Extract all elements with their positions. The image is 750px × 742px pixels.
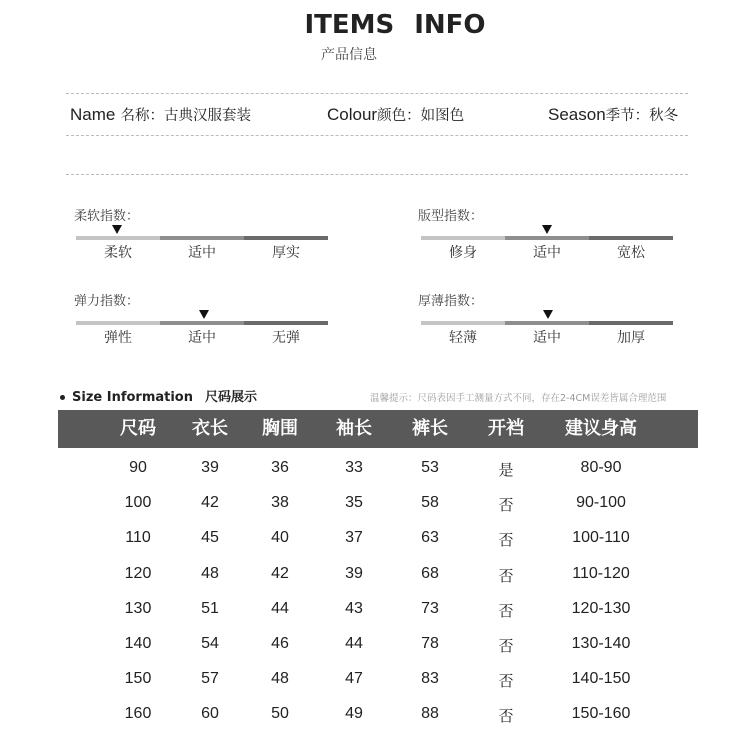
gauge-thickness-option-2: 适中: [533, 330, 561, 346]
cell-height: 150-160: [571, 705, 631, 722]
gauge-elasticity-option-3: 无弹: [272, 330, 300, 346]
cell-size: 140: [124, 635, 152, 652]
cell-pants-length: 78: [421, 635, 439, 652]
info-name: [70, 104, 251, 125]
title-word-info: INFO: [414, 10, 486, 40]
cell-sleeve: 39: [345, 565, 363, 582]
gauge-thickness-label: 厚薄指数：: [418, 294, 484, 309]
gauge-fit-option-1: 修身: [449, 245, 477, 261]
cell-size: 90: [129, 459, 147, 476]
gauge-fit-label: 版型指数：: [418, 209, 484, 224]
cell-chest: 38: [271, 494, 289, 511]
gauge-softness-option-2: 适中: [188, 245, 216, 261]
cell-length: 57: [201, 670, 219, 687]
gauge-elasticity-marker: [199, 310, 209, 319]
name-en-label: Name: [70, 105, 116, 124]
measurement-tip: 温馨提示：尺码表因手工测量方式不同，存在2-4CM误差皆属合理范围: [370, 393, 667, 404]
cell-open-crotch: 是: [498, 461, 514, 479]
gauge-fit-option-3: 宽松: [617, 245, 645, 261]
header-pants-length: 裤长: [412, 418, 448, 439]
cell-open-crotch: 否: [498, 531, 514, 549]
gauge-elasticity-label: 弹力指数：: [74, 294, 140, 309]
header-sleeve: 袖长: [336, 418, 372, 439]
cell-size: 120: [124, 565, 152, 582]
cell-pants-length: 83: [421, 670, 439, 687]
colour-zh-label: 颜色：: [377, 108, 421, 124]
cell-pants-length: 63: [421, 529, 439, 546]
colour-en-label: Colour: [327, 105, 378, 124]
cell-size: 130: [124, 600, 152, 617]
cell-size: 100: [124, 494, 152, 511]
info-season: [548, 104, 678, 125]
gauge-softness-bar-1: [76, 236, 160, 240]
cell-size: 150: [124, 670, 152, 687]
size-title-zh: 尺码展示: [205, 390, 258, 405]
cell-height: 100-110: [572, 529, 630, 546]
cell-height: 120-130: [571, 600, 631, 617]
cell-height: 90-100: [576, 494, 626, 511]
cell-pants-length: 68: [421, 565, 439, 582]
cell-chest: 50: [271, 705, 289, 722]
cell-height: 110-120: [572, 565, 630, 582]
cell-chest: 40: [271, 529, 289, 546]
bullet-icon: [60, 395, 65, 400]
divider-mid: [66, 135, 688, 136]
divider-top: [66, 93, 688, 94]
colour-value: 如图色: [420, 108, 465, 124]
cell-size: 160: [124, 705, 152, 722]
size-table-header: [58, 410, 698, 448]
gauge-elasticity-option-2: 适中: [188, 330, 216, 346]
cell-length: 39: [201, 459, 219, 476]
cell-pants-length: 58: [421, 494, 439, 511]
cell-length: 54: [201, 635, 219, 652]
header-height: 建议身高: [565, 418, 637, 439]
gauge-elasticity-bar-2: [160, 321, 244, 325]
gauge-thickness-marker: [543, 310, 553, 319]
cell-sleeve: 43: [345, 600, 363, 617]
cell-height: 130-140: [571, 635, 631, 652]
name-zh-label: 名称：: [120, 108, 164, 124]
gauge-thickness-option-1: 轻薄: [449, 330, 477, 346]
header-chest: 胸围: [262, 418, 298, 439]
cell-pants-length: 73: [421, 600, 439, 617]
header-open-crotch: 开裆: [488, 418, 524, 439]
season-zh-label: 季节：: [605, 108, 650, 124]
size-section-title: [60, 386, 257, 405]
cell-sleeve: 33: [345, 459, 363, 476]
gauge-thickness-option-3: 加厚: [617, 330, 645, 346]
page-title: [0, 10, 750, 40]
header-size: 尺码: [120, 418, 156, 439]
gauge-fit-bar-1: [421, 236, 505, 240]
cell-pants-length: 53: [421, 459, 439, 476]
cell-chest: 42: [271, 565, 289, 582]
cell-open-crotch: 否: [498, 707, 514, 725]
name-value: 古典汉服套装: [163, 108, 251, 124]
gauge-fit-bar-3: [589, 236, 673, 240]
info-colour: [327, 104, 464, 125]
gauge-softness-label: 柔软指数：: [74, 209, 140, 224]
cell-open-crotch: 否: [498, 637, 514, 655]
cell-length: 45: [201, 529, 219, 546]
gauge-fit-marker: [542, 225, 552, 234]
cell-open-crotch: 否: [498, 567, 514, 585]
gauge-fit-option-2: 适中: [533, 245, 561, 261]
gauge-elasticity-bar-3: [244, 321, 328, 325]
cell-chest: 44: [271, 600, 289, 617]
cell-length: 60: [201, 705, 219, 722]
cell-chest: 48: [271, 670, 289, 687]
size-title-en: Size Information: [72, 390, 193, 405]
cell-sleeve: 37: [345, 529, 363, 546]
cell-open-crotch: 否: [498, 672, 514, 690]
season-en-label: Season: [548, 105, 606, 124]
cell-length: 42: [201, 494, 219, 511]
cell-length: 48: [201, 565, 219, 582]
cell-sleeve: 47: [345, 670, 363, 687]
cell-open-crotch: 否: [498, 602, 514, 620]
gauge-elasticity-bar-1: [76, 321, 160, 325]
cell-chest: 46: [271, 635, 289, 652]
gauge-softness-marker: [112, 225, 122, 234]
cell-open-crotch: 否: [498, 496, 514, 514]
cell-pants-length: 88: [421, 705, 439, 722]
cell-height: 80-90: [580, 459, 622, 476]
gauge-thickness-bar-3: [589, 321, 673, 325]
cell-chest: 36: [271, 459, 289, 476]
gauge-softness-option-1: 柔软: [104, 245, 132, 261]
gauge-softness-bar-2: [160, 236, 244, 240]
page-subtitle: 产品信息: [321, 47, 377, 63]
cell-sleeve: 44: [345, 635, 363, 652]
gauge-thickness-bar-2: [505, 321, 589, 325]
divider-bottom: [66, 174, 688, 175]
cell-size: 110: [125, 529, 151, 546]
cell-length: 51: [201, 600, 219, 617]
cell-height: 140-150: [571, 670, 631, 687]
title-word-items: ITEMS: [304, 10, 395, 40]
gauge-softness-bar-3: [244, 236, 328, 240]
header-length: 衣长: [192, 418, 228, 439]
season-value: 秋冬: [649, 108, 679, 124]
gauge-softness-option-3: 厚实: [272, 245, 300, 261]
gauge-fit-bar-2: [505, 236, 589, 240]
cell-sleeve: 35: [345, 494, 363, 511]
gauge-elasticity-option-1: 弹性: [104, 330, 132, 346]
cell-sleeve: 49: [345, 705, 363, 722]
gauge-thickness-bar-1: [421, 321, 505, 325]
